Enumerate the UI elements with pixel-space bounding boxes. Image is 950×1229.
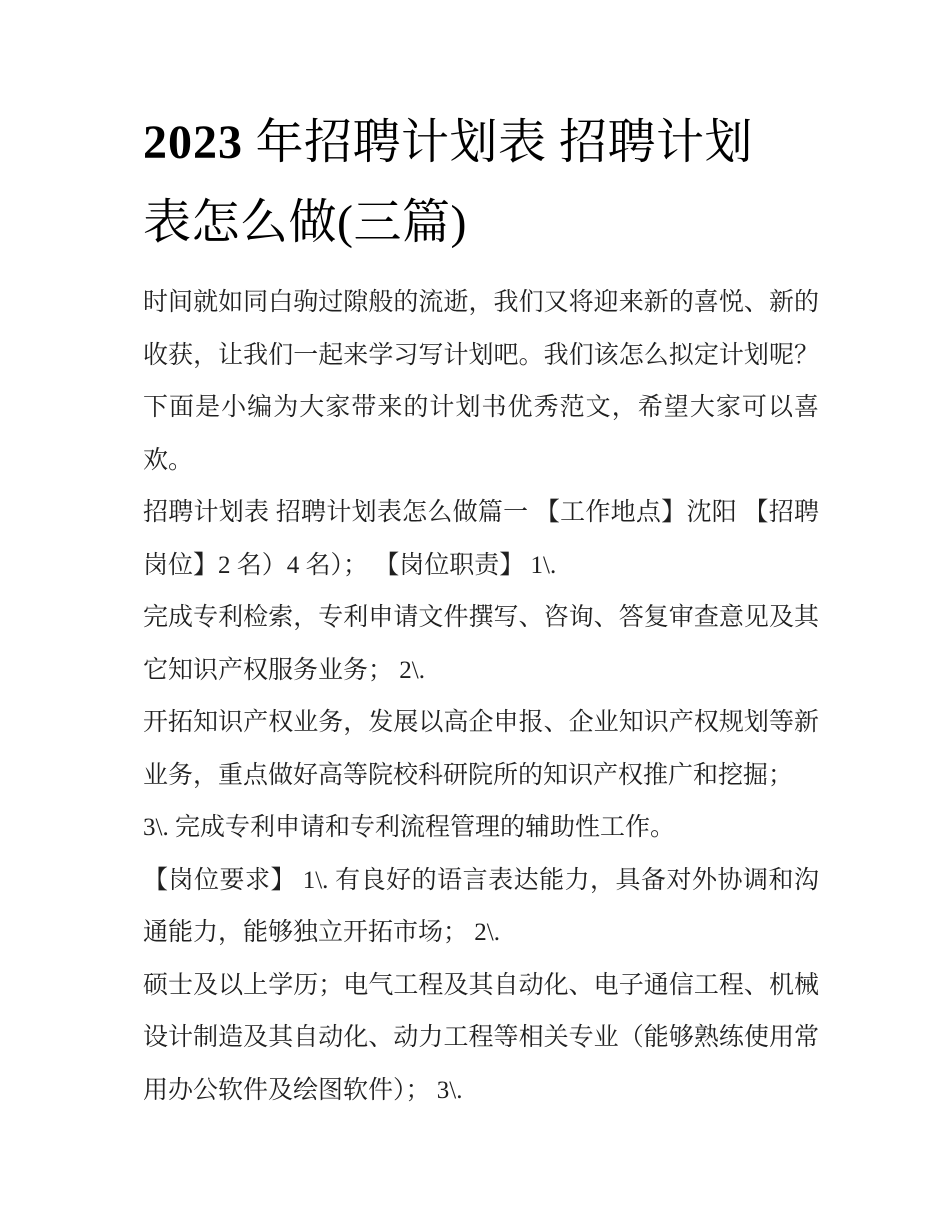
title-text: 年招聘计划表 招聘计划表怎么做(三篇) bbox=[143, 116, 754, 249]
paragraph-job-location-positions: 招聘计划表 招聘计划表怎么做篇一 【工作地点】沈阳 【招聘岗位】2 名）4 名）； 【岗位职责】 1\. bbox=[143, 499, 819, 579]
paragraph-duty-3: 3\. 完成专利申请和专利流程管理的辅助性工作。 bbox=[143, 814, 675, 841]
paragraph-requirement-2: 硕士及以上学历；电气工程及其自动化、电子通信工程、机械设计制造及其自动化、动力工程等相关专业（能够熟练使用常用办公软件及绘图软件）； 3\. bbox=[143, 971, 819, 1104]
document-title bbox=[143, 103, 783, 263]
intro-paragraph: 时间就如同白驹过隙般的流逝，我们又将迎来新的喜悦、新的收获，让我们一起来学习写计划吧。我们该怎么拟定计划呢？下面是小编为大家带来的计划书优秀范文，希望大家可以喜欢。 bbox=[143, 289, 819, 474]
paragraph-requirement-1: 【岗位要求】 1\. 有良好的语言表达能力，具备对外协调和沟通能力，能够独立开拓市场； 2\. bbox=[143, 866, 819, 946]
title-year-number: 2023 bbox=[143, 116, 243, 169]
paragraph-duty-1: 完成专利检索，专利申请文件撰写、咨询、答复审查意见及其它知识产权服务业务； 2\. bbox=[143, 604, 819, 684]
paragraph-duty-2: 开拓知识产权业务，发展以高企申报、企业知识产权规划等新业务，重点做好高等院校科研院所的知识产权推广和挖掘； bbox=[143, 709, 819, 789]
